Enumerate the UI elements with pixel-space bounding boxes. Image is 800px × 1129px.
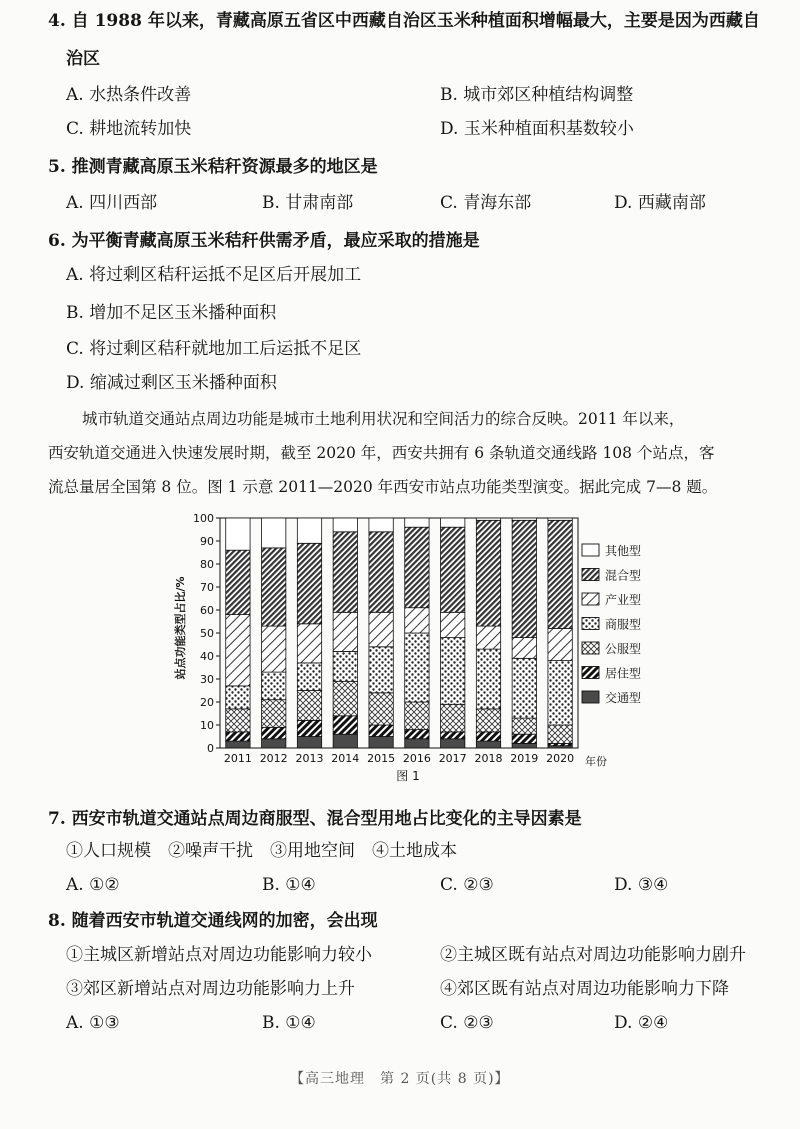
figure-caption: 图 1 — [396, 769, 420, 783]
q8-item-1: ①主城区新增站点对周边功能影响力较小 — [66, 945, 372, 965]
bar-segment-公服型-2020 — [548, 725, 572, 743]
bar-segment-商服型-2016 — [405, 633, 429, 702]
bar-segment-公服型-2011 — [226, 709, 250, 732]
legend-label: 其他型 — [605, 544, 642, 558]
x-tick-label: 2019 — [510, 752, 539, 765]
bar-segment-混合型-2017 — [441, 527, 465, 612]
q8-option-a: A. ①③ — [66, 1013, 120, 1033]
q7-option-a: A. ①② — [66, 875, 120, 895]
legend-swatch-交通型 — [582, 691, 599, 703]
bar-segment-混合型-2015 — [369, 532, 393, 613]
passage-line1: 城市轨道交通站点周边功能是城市土地利用状况和空间活力的综合反映。2011 年以来， — [82, 410, 685, 428]
bar-segment-商服型-2011 — [226, 686, 250, 709]
q7-items: ①人口规模 ②噪声干扰 ③用地空间 ④土地成本 — [66, 841, 457, 861]
legend-swatch-公服型 — [582, 642, 599, 654]
legend-label: 产业型 — [605, 593, 642, 607]
q6-stem: 6. 为平衡青藏高原玉米秸秆供需矛盾，最应采取的措施是 — [48, 231, 480, 251]
q6-option-d: D. 缩减过剩区玉米播种面积 — [66, 373, 277, 393]
bar-segment-公服型-2014 — [333, 681, 357, 716]
bar-segment-交通型-2013 — [297, 737, 321, 749]
q8-item-4: ④郊区既有站点对周边功能影响力下降 — [440, 979, 729, 999]
bar-segment-混合型-2011 — [226, 550, 250, 614]
x-tick-label: 2011 — [223, 752, 252, 765]
q8-item-3: ③郊区新增站点对周边功能影响力上升 — [66, 979, 355, 999]
bar-segment-其他型-2014 — [333, 518, 357, 532]
bar-segment-产业型-2016 — [405, 608, 429, 633]
x-tick-label: 2017 — [438, 752, 467, 765]
bar-segment-混合型-2018 — [476, 520, 500, 626]
bar-segment-混合型-2019 — [512, 520, 536, 637]
passage-line3: 流总量居全国第 8 位。图 1 示意 2011—2020 年西安市站点功能类型演变。据此完成 7—8 题。 — [48, 478, 718, 496]
q8-option-b: B. ①④ — [262, 1013, 316, 1033]
bar-segment-其他型-2018 — [476, 518, 500, 520]
bar-segment-居住型-2013 — [297, 720, 321, 736]
bar-segment-混合型-2013 — [297, 543, 321, 624]
legend-swatch-产业型 — [582, 593, 599, 605]
q4-stem-line2: 治区 — [66, 49, 100, 69]
x-tick-label: 2013 — [295, 752, 324, 765]
legend-swatch-其他型 — [582, 544, 599, 556]
q6-option-a: A. 将过剩区秸秆运抵不足区后开展加工 — [66, 265, 362, 285]
bar-segment-产业型-2018 — [476, 626, 500, 649]
x-tick-label: 2018 — [474, 752, 503, 765]
y-tick-label: 90 — [200, 535, 214, 548]
bar-segment-其他型-2013 — [297, 518, 321, 543]
legend-label: 公服型 — [605, 642, 642, 656]
bar-segment-居住型-2015 — [369, 725, 393, 737]
bar-segment-其他型-2020 — [548, 518, 572, 520]
bar-segment-公服型-2019 — [512, 718, 536, 734]
q7-stem: 7. 西安市轨道交通站点周边商服型、混合型用地占比变化的主导因素是 — [48, 809, 582, 829]
y-tick-label: 20 — [200, 696, 214, 709]
y-tick-label: 60 — [200, 604, 214, 617]
q5-option-c: C. 青海东部 — [440, 193, 532, 213]
legend-swatch-混合型 — [582, 569, 599, 581]
bar-segment-公服型-2012 — [262, 700, 286, 728]
bar-segment-商服型-2012 — [262, 672, 286, 700]
y-tick-label: 70 — [200, 581, 214, 594]
x-tick-label: 2015 — [367, 752, 396, 765]
passage-line2: 西安轨道交通进入快速发展时期，截至 2020 年，西安共拥有 6 条轨道交通线路 108 个站点，客 — [48, 444, 715, 462]
bar-segment-居住型-2018 — [476, 732, 500, 741]
bar-segment-产业型-2019 — [512, 638, 536, 659]
bar-segment-交通型-2017 — [441, 739, 465, 748]
q5-stem: 5. 推测青藏高原玉米秸秆资源最多的地区是 — [48, 157, 378, 177]
bar-segment-混合型-2020 — [548, 520, 572, 628]
bar-segment-产业型-2017 — [441, 612, 465, 637]
bar-segment-产业型-2011 — [226, 615, 250, 686]
y-tick-label: 0 — [207, 742, 214, 755]
q8-option-c: C. ②③ — [440, 1013, 494, 1033]
q5-option-b: B. 甘肃南部 — [262, 193, 354, 213]
bar-segment-商服型-2018 — [476, 649, 500, 709]
q8-item-2: ②主城区既有站点对周边功能影响力剧升 — [440, 945, 746, 965]
bar-segment-公服型-2018 — [476, 709, 500, 732]
q7-option-c: C. ②③ — [440, 875, 494, 895]
bar-segment-商服型-2014 — [333, 651, 357, 681]
bar-segment-交通型-2012 — [262, 739, 286, 748]
bar-segment-产业型-2020 — [548, 628, 572, 660]
bar-segment-商服型-2013 — [297, 663, 321, 691]
q6-option-b: B. 增加不足区玉米播种面积 — [66, 303, 277, 323]
y-tick-label: 100 — [193, 512, 214, 525]
stacked-bar-chart — [168, 508, 668, 786]
y-tick-label: 10 — [200, 719, 214, 732]
bar-segment-居住型-2014 — [333, 716, 357, 734]
bar-segment-其他型-2011 — [226, 518, 250, 550]
legend-label: 商服型 — [605, 617, 642, 632]
q8-option-d: D. ②④ — [614, 1013, 669, 1033]
q5-option-d: D. 西藏南部 — [614, 193, 706, 213]
legend-swatch-商服型 — [582, 618, 599, 630]
legend-label: 混合型 — [605, 568, 642, 583]
bar-segment-产业型-2012 — [262, 626, 286, 672]
legend-label: 交通型 — [605, 691, 642, 705]
bar-segment-居住型-2012 — [262, 727, 286, 739]
y-tick-label: 80 — [200, 558, 214, 571]
bar-segment-混合型-2012 — [262, 548, 286, 626]
bar-segment-交通型-2016 — [405, 739, 429, 748]
q4-option-b: B. 城市郊区种植结构调整 — [440, 85, 634, 105]
q4-option-d: D. 玉米种植面积基数较小 — [440, 119, 634, 139]
x-tick-label: 2012 — [259, 752, 288, 765]
bar-segment-居住型-2011 — [226, 732, 250, 741]
q7-option-d: D. ③④ — [614, 875, 669, 895]
y-tick-label: 50 — [200, 627, 214, 640]
bar-segment-混合型-2016 — [405, 527, 429, 608]
bar-segment-公服型-2016 — [405, 702, 429, 730]
bar-segment-商服型-2015 — [369, 647, 393, 693]
bar-segment-居住型-2017 — [441, 732, 465, 739]
bar-segment-公服型-2015 — [369, 693, 393, 725]
bar-segment-商服型-2017 — [441, 638, 465, 705]
bar-segment-交通型-2011 — [226, 741, 250, 748]
q4-option-a: A. 水热条件改善 — [66, 85, 192, 105]
bar-segment-商服型-2019 — [512, 658, 536, 718]
y-axis-label: 站点功能类型占比/% — [174, 576, 187, 680]
bar-segment-交通型-2019 — [512, 743, 536, 748]
bar-segment-居住型-2019 — [512, 734, 536, 743]
passage — [48, 402, 770, 504]
bar-segment-交通型-2018 — [476, 741, 500, 748]
bar-segment-交通型-2014 — [333, 734, 357, 748]
x-axis-label: 年份 — [585, 755, 607, 768]
bar-segment-产业型-2015 — [369, 612, 393, 647]
bar-segment-产业型-2014 — [333, 612, 357, 651]
bar-segment-公服型-2013 — [297, 691, 321, 721]
q6-option-c: C. 将过剩区秸秆就地加工后运抵不足区 — [66, 339, 362, 359]
bar-segment-其他型-2016 — [405, 518, 429, 527]
legend-swatch-居住型 — [582, 667, 599, 679]
q4-option-c: C. 耕地流转加快 — [66, 119, 192, 139]
bar-segment-商服型-2020 — [548, 661, 572, 725]
bar-segment-居住型-2016 — [405, 730, 429, 739]
legend-label: 居住型 — [605, 666, 642, 681]
x-tick-label: 2020 — [546, 752, 575, 765]
y-tick-label: 40 — [200, 650, 214, 663]
q4-stem-line1: 4. 自 1988 年以来，青藏高原五省区中西藏自治区玉米种植面积增幅最大，主要是因为西藏自 — [48, 11, 760, 31]
x-tick-label: 2014 — [331, 752, 360, 765]
q8-stem: 8. 随着西安市轨道交通线网的加密，会出现 — [48, 911, 378, 931]
page-footer: 【高三地理 第 2 页(共 8 页)】 — [290, 1071, 510, 1087]
bar-segment-其他型-2012 — [262, 518, 286, 548]
bar-segment-其他型-2017 — [441, 518, 465, 527]
q5-option-a: A. 四川西部 — [66, 193, 158, 213]
bar-segment-其他型-2015 — [369, 518, 393, 532]
bar-segment-其他型-2019 — [512, 518, 536, 520]
bar-segment-公服型-2017 — [441, 704, 465, 732]
bar-segment-混合型-2014 — [333, 532, 357, 613]
y-tick-label: 30 — [200, 673, 214, 686]
q7-option-b: B. ①④ — [262, 875, 316, 895]
x-tick-label: 2016 — [402, 752, 431, 765]
bar-segment-产业型-2013 — [297, 624, 321, 663]
bar-segment-交通型-2015 — [369, 737, 393, 749]
